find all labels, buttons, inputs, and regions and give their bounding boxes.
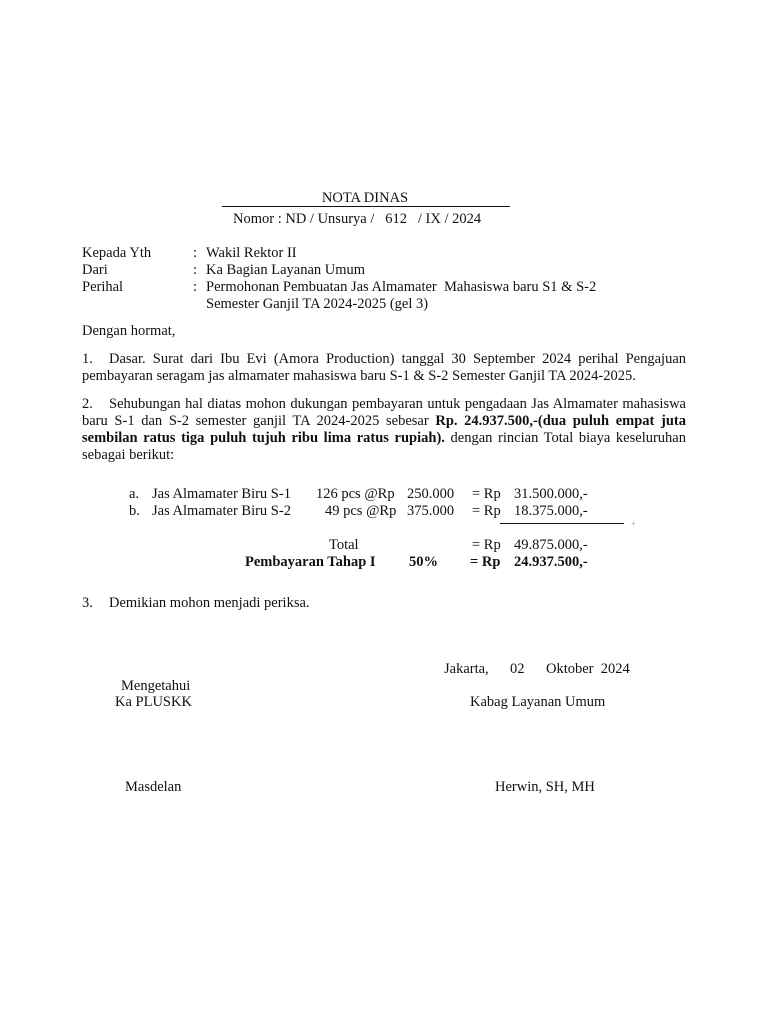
sum-line (500, 523, 624, 524)
subject-value: Permohonan Pembuatan Jas Almamater Mahasiswa baru S1 & S-2 (206, 279, 597, 295)
item-a-qty: 126 pcs @Rp (316, 486, 395, 502)
paragraph-1 (82, 351, 686, 385)
greeting: Dengan hormat, (82, 323, 176, 339)
item-b-amount: 18.375.000,- (514, 503, 588, 519)
acknowledged-label: Mengetahui (121, 678, 191, 694)
item-b-qty: 49 pcs @Rp (325, 503, 397, 519)
addressee-value: Wakil Rektor II (206, 245, 297, 261)
addressee-colon: : (193, 245, 198, 261)
payment-eq: = Rp (470, 554, 501, 570)
item-b-name: Jas Almamater Biru S-2 (152, 503, 291, 519)
payment-label: Pembayaran Tahap I (245, 554, 376, 570)
item-b-price: 375.000 (407, 503, 455, 519)
paragraph-3-text: Demikian mohon menjadi periksa. (109, 595, 310, 611)
right-signatory-name: Herwin, SH, MH (495, 779, 595, 795)
left-signatory-name: Masdelan (125, 779, 182, 795)
item-b-letter: b. (129, 503, 140, 519)
paragraph-2-text-end: dengan rincian Total biaya keseluruhan sebagai berikut: (82, 430, 686, 463)
left-signatory-title: Ka PLUSKK (115, 694, 192, 710)
item-a-price: 250.000 (407, 486, 455, 502)
total-label: Total (329, 537, 359, 553)
date-month-year: Oktober 2024 (546, 661, 630, 677)
right-signatory-title: Kabag Layanan Umum (470, 694, 606, 710)
item-b-eq: = Rp (472, 503, 501, 519)
plus-mark: + (631, 519, 636, 528)
date-day: 02 (510, 661, 525, 677)
document-number: Nomor : ND / Unsurya / 612 / IX / 2024 (233, 211, 482, 227)
paragraph-2-text: Sehubungan hal diatas mohon dukungan pembayaran untuk pengadaan Jas Almamater mahasiswa baru S-1 dan S-2 semester ganjil TA 2024-2025 sebesar (82, 396, 686, 429)
paragraph-3-number: 3. (82, 595, 93, 611)
paragraph-2-amount-bold: Rp. 24.937.500,-(dua puluh empat juta sembilan ratus tiga puluh tujuh ribu lima ratus rupiah). (82, 413, 686, 446)
place: Jakarta, (444, 661, 489, 677)
document-title: NOTA DINAS (321, 190, 409, 206)
title-underline (222, 206, 510, 207)
subject-label: Perihal (82, 279, 124, 295)
paragraph-1-text: Dasar. Surat dari Ibu Evi (Amora Production) tanggal 30 September 2024 perihal Pengajuan pembayaran seragam jas almamater mahasiswa baru S-1 & S-2 Semester Ganjil TA 2024-2025. (82, 351, 686, 384)
subject-colon: : (193, 279, 198, 295)
paragraph-3 (82, 595, 686, 612)
paragraph-1-number: 1. (82, 351, 93, 367)
item-a-amount: 31.500.000,- (514, 486, 588, 502)
total-eq: = Rp (472, 537, 501, 553)
total-amount: 49.875.000,- (514, 537, 588, 553)
paragraph-2 (82, 396, 686, 464)
addressee-label: Kepada Yth (82, 245, 152, 261)
payment-percent: 50% (409, 554, 438, 570)
payment-amount: 24.937.500,- (514, 554, 588, 570)
sender-value: Ka Bagian Layanan Umum (206, 262, 366, 278)
item-a-name: Jas Almamater Biru S-1 (152, 486, 291, 502)
item-a-letter: a. (129, 486, 140, 502)
sender-label: Dari (82, 262, 108, 278)
item-a-eq: = Rp (472, 486, 501, 502)
paragraph-2-number: 2. (82, 396, 93, 412)
sender-colon: : (193, 262, 198, 278)
subject-value-line2: Semester Ganjil TA 2024-2025 (gel 3) (206, 296, 429, 312)
